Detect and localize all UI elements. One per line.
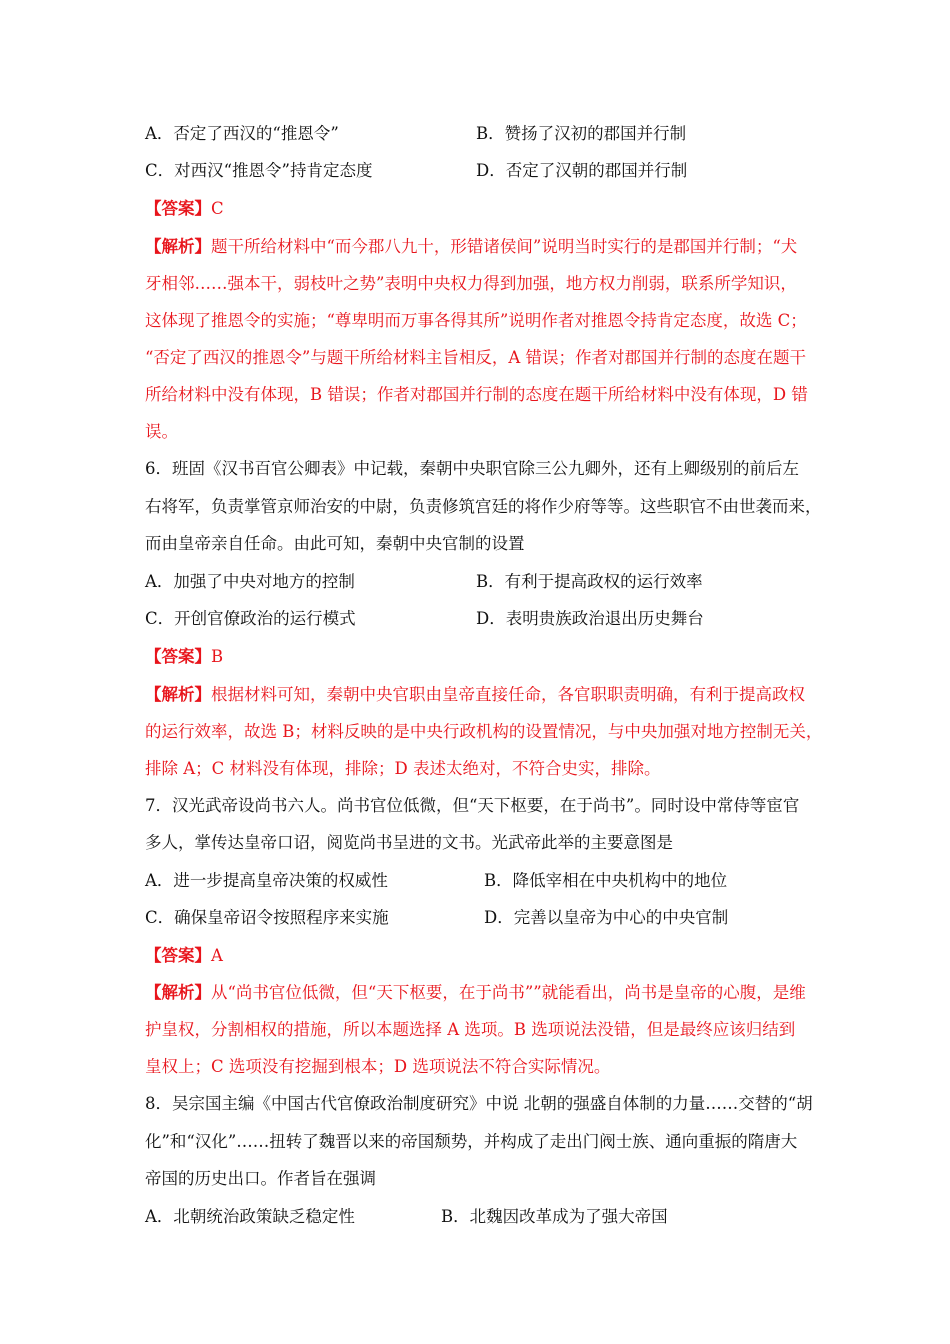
q7-explanation-line-3: 皇权上；C 选项没有挖掘到根本；D 选项说法不符合实际情况。 — [145, 1057, 611, 1076]
q7-explanation-text: 从“尚书官位低微，但“天下枢要，在于尚书””就能看出，尚书是皇帝的心腹，是维 — [211, 983, 806, 1002]
q5-explanation-line-1 — [145, 236, 797, 258]
q5-explanation-line-4: “否定了西汉的推恩令”与题干所给材料主旨相反，A 错误；作者对郡国并行制的态度在题干 — [145, 348, 807, 367]
q8-stem-line-1: 8．吴宗国主编《中国古代官僚政治制度研究》中说 北朝的强盛自体制的力量……交替的“胡 — [145, 1094, 813, 1113]
q8-stem-line-3: 帝国的历史出口。作者旨在强调 — [145, 1169, 376, 1188]
q5-explanation-line-5: 所给材料中没有体现，B 错误；作者对郡国并行制的态度在题干所给材料中没有体现，D 错 — [145, 385, 808, 404]
q5-explanation-tag: 【解析】 — [145, 237, 211, 256]
q7-stem-line-1: 7．汉光武帝设尚书六人。尚书官位低微，但“天下枢要，在于尚书”。同时设中常侍等宦官 — [145, 796, 800, 815]
q6-option-d: D．表明贵族政治退出历史舞台 — [476, 609, 704, 628]
q7-stem-line-2: 多人，掌传达皇帝口诏，阅览尚书呈进的文书。光武帝此举的主要意图是 — [145, 833, 673, 852]
q6-option-b: B．有利于提高政权的运行效率 — [476, 572, 703, 591]
q5-option-c: C．对西汉“推恩令”持肯定态度 — [145, 161, 373, 180]
q6-answer-value: B — [211, 647, 224, 666]
q6-stem-line-3: 而由皇帝亲自任命。由此可知，秦朝中央官制的设置 — [145, 534, 525, 553]
q6-explanation-line-2: 的运行效率，故选 B；材料反映的是中央行政机构的设置情况，与中央加强对地方控制无关， — [145, 722, 823, 741]
q8-option-b: B．北魏因改革成为了强大帝国 — [441, 1207, 668, 1226]
q5-answer — [145, 198, 224, 220]
q6-option-a: A．加强了中央对地方的控制 — [145, 572, 355, 591]
q6-explanation-line-3: 排除 A；C 材料没有体现，排除；D 表述太绝对，不符合史实，排除。 — [145, 759, 661, 778]
q7-explanation-line-2: 护皇权，分割相权的措施，所以本题选择 A 选项。B 选项说法没错，但是最终应该归结到 — [145, 1020, 796, 1039]
q6-explanation-line-1 — [145, 684, 805, 706]
q6-answer — [145, 646, 223, 668]
q5-explanation-line-6: 误。 — [145, 422, 178, 441]
q7-explanation-tag: 【解析】 — [145, 983, 211, 1002]
q7-answer-value: A — [211, 946, 223, 965]
q7-option-b: B．降低宰相在中央机构中的地位 — [484, 871, 728, 890]
q6-explanation-tag: 【解析】 — [145, 685, 211, 704]
q5-option-d: D．否定了汉朝的郡国并行制 — [476, 161, 688, 180]
q5-explanation-text: 题干所给材料中“而今郡八九十，形错诸侯间”说明当时实行的是郡国并行制；“犬 — [211, 237, 798, 256]
q5-answer-value: C — [211, 199, 224, 218]
q5-explanation-line-3: 这体现了推恩令的实施；“尊卑明而万事各得其所”说明作者对推恩令持肯定态度，故选 C； — [145, 311, 807, 330]
q6-explanation-text: 根据材料可知，秦朝中央官职由皇帝直接任命，各官职职责明确，有利于提高政权 — [211, 685, 805, 704]
q6-stem-line-2: 右将军，负责掌管京师治安的中尉，负责修筑宫廷的将作少府等等。这些职官不由世袭而来， — [145, 497, 822, 516]
q8-stem-line-2: 化”和“汉化”……扭转了魏晋以来的帝国颓势，并构成了走出门阀士族、通向重振的隋唐大 — [145, 1132, 798, 1151]
q5-option-a: A．否定了西汉的“推恩令” — [145, 124, 339, 143]
q8-option-a: A．北朝统治政策缺乏稳定性 — [145, 1207, 355, 1226]
q7-option-d: D．完善以皇帝为中心的中央官制 — [484, 908, 729, 927]
q7-option-a: A．进一步提高皇帝决策的权威性 — [145, 871, 388, 890]
q5-explanation-line-2: 牙相邻……强本干，弱枝叶之势”表明中央权力得到加强，地方权力削弱，联系所学知识， — [145, 274, 797, 293]
q7-explanation-line-1 — [145, 982, 806, 1004]
q7-answer — [145, 945, 223, 967]
q5-option-b: B．赞扬了汉初的郡国并行制 — [476, 124, 687, 143]
q6-option-c: C．开创官僚政治的运行模式 — [145, 609, 356, 628]
q6-stem-line-1: 6．班固《汉书百官公卿表》中记载，秦朝中央职官除三公九卿外，还有上卿级别的前后左 — [145, 459, 799, 478]
q6-answer-tag: 【答案】 — [145, 647, 211, 666]
q7-option-c: C．确保皇帝诏令按照程序来实施 — [145, 908, 389, 927]
q7-answer-tag: 【答案】 — [145, 946, 211, 965]
q5-answer-tag: 【答案】 — [145, 199, 211, 218]
